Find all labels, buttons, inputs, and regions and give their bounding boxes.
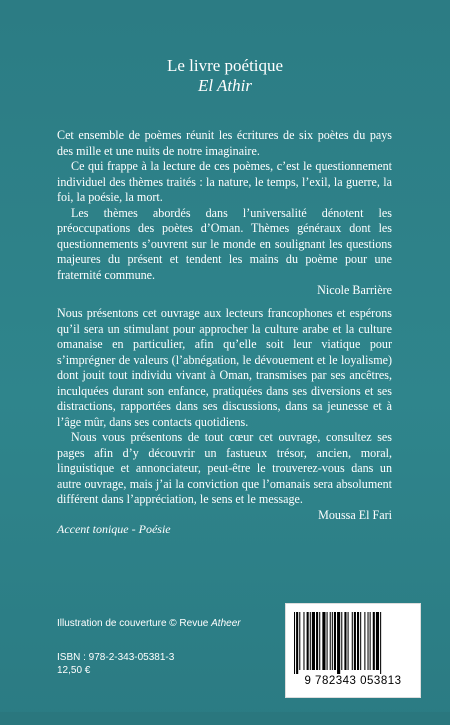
barcode-bar <box>299 612 300 670</box>
preface-paragraph: Les thèmes abordés dans l’universalité dénotent les préoccupations des poètes d’Oman. Thèmes généraux dont les questionnements s’ouvrent sur le monde en soulignant les questions majeures du présent et tendent les mains du poème pour une fraternité commune. <box>57 205 392 282</box>
barcode-bar <box>316 612 318 670</box>
credits-prefix: Illustration de couverture © Revue <box>57 618 212 629</box>
barcode-bar <box>373 612 375 670</box>
price: 12,50 € <box>57 665 91 676</box>
barcode-bar <box>344 612 346 670</box>
presentation-signature: Moussa El Fari <box>318 507 392 522</box>
book-title: Le livre poétique <box>166 56 284 75</box>
barcode-bar <box>364 612 365 670</box>
barcode-bar <box>319 612 320 670</box>
isbn-price-block <box>57 651 174 677</box>
barcode-bar <box>337 612 340 674</box>
barcode-bar <box>380 612 381 674</box>
barcode-bar <box>312 612 315 670</box>
barcode-digits: 9 782343 053813 <box>304 675 402 687</box>
barcode-bar <box>376 612 379 670</box>
barcode-bar <box>310 612 311 670</box>
presentation-block <box>57 306 392 523</box>
cover-credits <box>57 617 241 631</box>
barcode-bar <box>322 612 325 670</box>
barcode-bar <box>348 612 349 670</box>
preface-block <box>57 128 392 299</box>
barcode-bar <box>368 612 369 670</box>
presentation-paragraph: Nous présentons cet ouvrage aux lecteurs francophones et espérons qu’il sera un stimulant pour approcher la culture arabe et la culture omanaise en particulier, afin qu’elle soit leur viatique pour s’imprégner de valeurs (l’abnégation, le dévouement et le loyalisme) dont jouit tout individu vivant à Oman, transmises par ses ancêtres, inculquées durant son enfance, pratiquées dans ses diversions et ses distractions, rapportées dans ses discussions, dans sa jeunesse et à l’âge mûr, dans ses contacts quotidiens. <box>57 306 392 429</box>
title-block <box>0 56 450 96</box>
collection-name: Accent tonique - Poésie <box>57 522 171 536</box>
barcode-bars-icon <box>292 612 414 674</box>
barcode <box>285 603 421 698</box>
barcode-bar <box>354 612 356 670</box>
barcode-bar <box>357 612 359 670</box>
credits-name: Atheer <box>211 618 241 629</box>
barcode-bar <box>352 612 353 670</box>
barcode-bar <box>330 612 331 670</box>
barcode-bar <box>307 612 309 670</box>
barcode-bar <box>296 612 298 674</box>
preface-paragraph: Cet ensemble de poèmes réunit les écritures de six poètes du pays des mille et une nuits de notre imaginaire. <box>57 128 392 158</box>
barcode-bar <box>294 612 295 674</box>
bottom-strip <box>0 712 450 725</box>
isbn-number: ISBN : 978-2-343-05381-3 <box>57 652 175 663</box>
barcode-bar <box>341 612 342 670</box>
book-subtitle: El Athir <box>198 76 252 95</box>
barcode-bar <box>360 612 361 670</box>
barcode-bar <box>334 612 336 670</box>
barcode-bar <box>327 612 328 670</box>
barcode-bar <box>303 612 304 670</box>
barcode-bar <box>332 612 333 670</box>
barcode-bar <box>370 612 371 670</box>
preface-paragraph: Ce qui frappe à la lecture de ces poèmes, c’est le questionnement individuel des thèmes traités : la nature, le temps, l’exil, la guerre, la foi, la poésie, la mort. <box>57 159 392 204</box>
presentation-paragraph: Nous vous présentons de tout cœur cet ouvrage, consultez ses pages afin d’y découvrir un fastueux trésor, ancien, moral, linguistique et annonciateur, peut-être le trouverez-vous dans un autre ouvrage, mais j’ai la conviction que l’omanais sera absolument différent dans l’appréciation, le sens et le message. <box>57 430 392 506</box>
preface-signature: Nicole Barrière <box>317 283 392 297</box>
